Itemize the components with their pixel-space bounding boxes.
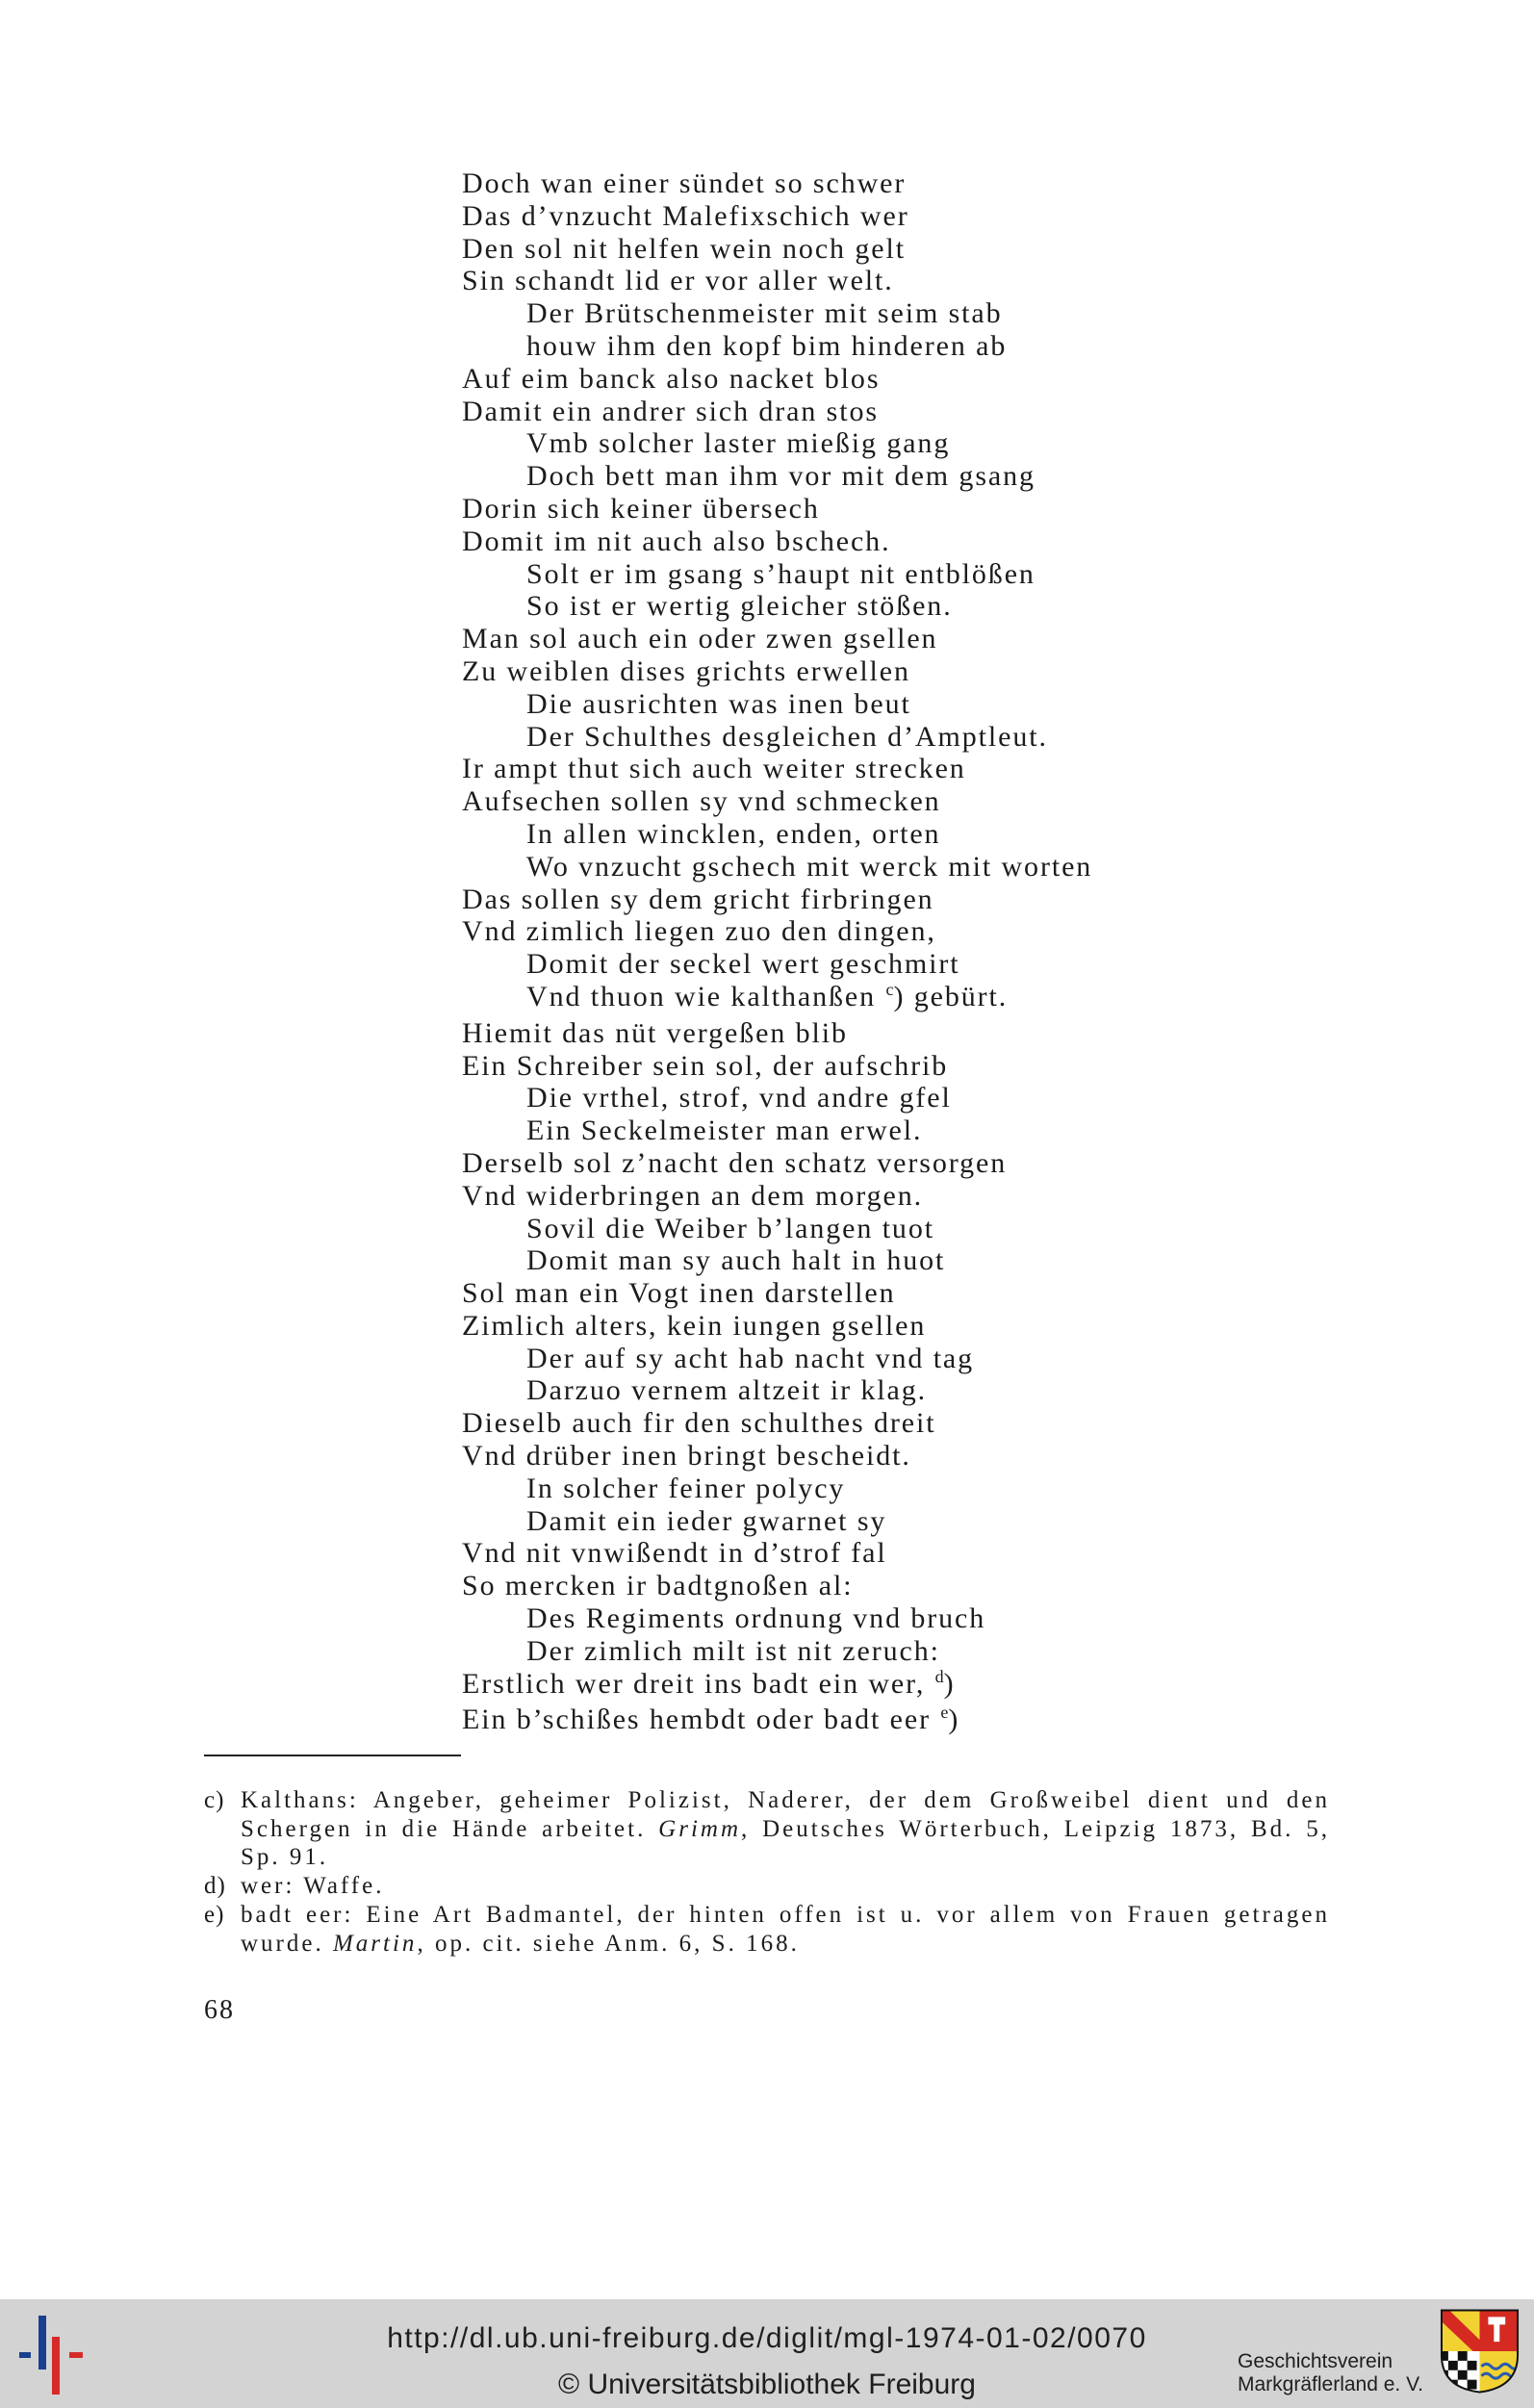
poem-line xyxy=(462,1017,1092,1050)
poem-line-text: ) gebürt. xyxy=(893,980,1009,1012)
poem-line-text: Ein Schreiber sein sol, der aufschrib xyxy=(462,1049,949,1082)
poem-line xyxy=(462,200,1092,233)
poem-line-text: Solt er im gsang s’haupt nit entblößen xyxy=(526,557,1035,590)
poem-line-text: Das d’vnzucht Malefixschich wer xyxy=(462,199,909,232)
poem-line-text: Sol man ein Vogt inen darstellen xyxy=(462,1277,896,1310)
poem-line xyxy=(462,1180,1092,1213)
document-url: http://dl.ub.uni-freiburg.de/diglit/mgl-1974-01-02/0070 xyxy=(387,2322,1147,2354)
footer-bar xyxy=(0,2299,1534,2408)
poem-line xyxy=(462,167,1092,200)
poem-line-text: Derselb sol z’nacht den schatz versorgen xyxy=(462,1146,1008,1179)
poem-line-text: ) xyxy=(943,1667,956,1700)
poem-line xyxy=(462,753,1092,785)
poem-line xyxy=(462,851,1092,884)
poem-line xyxy=(462,363,1092,396)
poem-line-text: Der Schulthes desgleichen d’Amptleut. xyxy=(526,720,1048,753)
library-logo-icon xyxy=(15,2308,92,2398)
poem-line-text: Die vrthel, strof, vnd andre gfel xyxy=(526,1082,952,1114)
poem-line xyxy=(462,460,1092,493)
poem-line-text: Vmb solcher laster mießig gang xyxy=(526,427,951,460)
copyright-notice: © Universitätsbibliothek Freiburg xyxy=(558,2369,976,2400)
poem-line-text: Vnd widerbringen an dem morgen. xyxy=(462,1179,924,1212)
poem-line-text: Damit ein andrer sich dran stos xyxy=(462,395,879,427)
poem-line xyxy=(462,1050,1092,1083)
poem-line xyxy=(462,1537,1092,1570)
footnote-label: c) xyxy=(204,1787,225,1813)
poem-line-text: Dieselb auch fir den schulthes dreit xyxy=(462,1407,936,1440)
poem-line-text: Vnd thuon wie kalthanßen xyxy=(526,980,885,1012)
poem-line-text: Domit man sy auch halt in huot xyxy=(526,1244,946,1277)
poem-line xyxy=(462,1704,1092,1740)
footnote-author: Martin xyxy=(332,1930,418,1957)
poem-line xyxy=(462,948,1092,981)
page-number: 68 xyxy=(204,1995,235,2025)
poem-line xyxy=(462,1570,1092,1602)
poem-line-text: Zu weiblen dises grichts erwellen xyxy=(462,654,910,687)
poem-line xyxy=(462,818,1092,851)
poem-line-text: Dorin sich keiner übersech xyxy=(462,492,820,525)
poem-line-text: Wo vnzucht gschech mit werck mit worten xyxy=(526,850,1093,883)
poem-line-text: Sovil die Weiber b’langen tuot xyxy=(526,1212,934,1244)
poem-line-text: Hiemit das nüt vergeßen blib xyxy=(462,1016,848,1049)
footnote-segment: , Deutsches Wörterbuch, Leipzig 1873, Bd. 5, Sp. 91. xyxy=(241,1815,1330,1871)
poem-line xyxy=(462,1213,1092,1245)
poem-line xyxy=(462,1310,1092,1343)
footnote xyxy=(204,1786,1330,1872)
footnote-text xyxy=(241,1901,1330,1958)
poem-line xyxy=(462,525,1092,558)
poem-line-text: Der Brütschenmeister mit seim stab xyxy=(526,297,1003,330)
poem-line xyxy=(462,1635,1092,1668)
poem-line xyxy=(462,884,1092,916)
poem-line-text: Sin schandt lid er vor aller welt. xyxy=(462,265,894,297)
footnote xyxy=(204,1901,1330,1958)
poem-line-text: Des Regiments ordnung vnd bruch xyxy=(526,1602,986,1635)
poem-line xyxy=(462,396,1092,428)
poem-line xyxy=(462,1147,1092,1180)
society-name-line2: Markgräflerland e. V. xyxy=(1238,2373,1423,2395)
footnote xyxy=(204,1872,1330,1901)
poem-line-text: So ist er wertig gleicher stößen. xyxy=(526,590,953,623)
poem-line-text: Der zimlich milt ist nit zeruch: xyxy=(526,1634,940,1667)
poem-line-text: Ein b’schißes hembdt oder badt eer xyxy=(462,1704,940,1736)
footnotes xyxy=(204,1786,1330,1958)
footnote-reference: c xyxy=(885,979,894,999)
poem-line-text: In solcher feiner polycy xyxy=(526,1472,846,1504)
poem-line-text: ) xyxy=(948,1704,960,1736)
poem-line-text: Das sollen sy dem gricht firbringen xyxy=(462,883,934,915)
footnote-text xyxy=(241,1786,1330,1872)
poem-line-text: In allen wincklen, enden, orten xyxy=(526,817,941,850)
poem-line xyxy=(462,427,1092,460)
poem-line-text: Doch bett man ihm vor mit dem gsang xyxy=(526,460,1035,493)
footnote-segment: , op. cit. siehe Anm. 6, S. 168. xyxy=(417,1930,800,1957)
poem-line-text: So mercken ir badtgnoßen al: xyxy=(462,1570,854,1602)
poem-line xyxy=(462,1505,1092,1538)
poem xyxy=(462,167,1092,1740)
poem-line-text: Ein Seckelmeister man erwel. xyxy=(526,1114,923,1147)
footnote-text xyxy=(241,1872,1330,1901)
poem-line-text: Vnd zimlich liegen zuo den dingen, xyxy=(462,915,936,948)
poem-line xyxy=(462,1440,1092,1473)
poem-line xyxy=(462,1374,1092,1407)
poem-line-text: Man sol auch ein oder zwen gsellen xyxy=(462,623,938,655)
poem-line xyxy=(462,558,1092,591)
poem-line-text: Ir ampt thut sich auch weiter strecken xyxy=(462,753,966,785)
footnote-segment: badt eer: Eine Art Badmantel, der hinten offen ist u. vor allem von Frauen getragen wurde. xyxy=(241,1901,1330,1957)
poem-line xyxy=(462,1277,1092,1310)
footnote-label: d) xyxy=(204,1873,226,1900)
poem-line xyxy=(462,265,1092,297)
poem-line xyxy=(462,1114,1092,1147)
poem-line-text: Zimlich alters, kein iungen gsellen xyxy=(462,1309,927,1342)
footnote-segment: Kalthans: Angeber, geheimer Polizist, Naderer, der dem Großweibel dient und den Schergen in die Hände arbeitet. xyxy=(241,1787,1330,1842)
poem-line xyxy=(462,233,1092,266)
poem-line xyxy=(462,1082,1092,1114)
poem-line-text: Darzuo vernem altzeit ir klag. xyxy=(526,1374,928,1407)
poem-line xyxy=(462,655,1092,688)
poem-line xyxy=(462,493,1092,525)
poem-line-text: Damit ein ieder gwarnet sy xyxy=(526,1504,887,1537)
poem-line xyxy=(462,1343,1092,1375)
poem-line-text: houw ihm den kopf bim hinderen ab xyxy=(526,329,1008,362)
poem-line-text: Domit der seckel wert geschmirt xyxy=(526,948,960,981)
poem-line-text: Auf eim banck also nacket blos xyxy=(462,362,881,395)
footnote-segment: wer: Waffe. xyxy=(241,1873,385,1900)
poem-line xyxy=(462,590,1092,623)
poem-line xyxy=(462,1473,1092,1505)
poem-line xyxy=(462,721,1092,754)
footnote-reference: d xyxy=(934,1666,944,1686)
footnote-author: Grimm xyxy=(658,1815,742,1842)
poem-line-text: Doch wan einer sündet so schwer xyxy=(462,167,907,199)
poem-line xyxy=(462,981,1092,1017)
footnote-reference: e xyxy=(940,1703,949,1723)
poem-line-text: Erstlich wer dreit ins badt ein wer, xyxy=(462,1667,934,1700)
poem-line-text: Die ausrichten was inen beut xyxy=(526,687,911,720)
poem-line xyxy=(462,1602,1092,1635)
poem-line xyxy=(462,623,1092,655)
poem-line-text: Den sol nit helfen wein noch gelt xyxy=(462,232,906,265)
poem-line xyxy=(462,1407,1092,1440)
poem-line-text: Domit im nit auch also bschech. xyxy=(462,525,891,557)
poem-line xyxy=(462,330,1092,363)
poem-line xyxy=(462,297,1092,330)
poem-line xyxy=(462,688,1092,721)
footnote-separator xyxy=(204,1755,461,1756)
poem-line-text: Vnd nit vnwißendt in d’strof fal xyxy=(462,1537,887,1570)
society-name-line1: Geschichtsverein xyxy=(1238,2350,1393,2372)
poem-line-text: Der auf sy acht hab nacht vnd tag xyxy=(526,1342,975,1374)
coat-of-arms-icon xyxy=(1439,2307,1521,2395)
poem-line-text: Aufsechen sollen sy vnd schmecken xyxy=(462,785,941,818)
poem-line xyxy=(462,915,1092,948)
poem-line xyxy=(462,785,1092,818)
poem-line-text: Vnd drüber inen bringt bescheidt. xyxy=(462,1440,911,1473)
poem-line xyxy=(462,1244,1092,1277)
poem-line xyxy=(462,1668,1092,1704)
footnote-label: e) xyxy=(204,1901,225,1928)
